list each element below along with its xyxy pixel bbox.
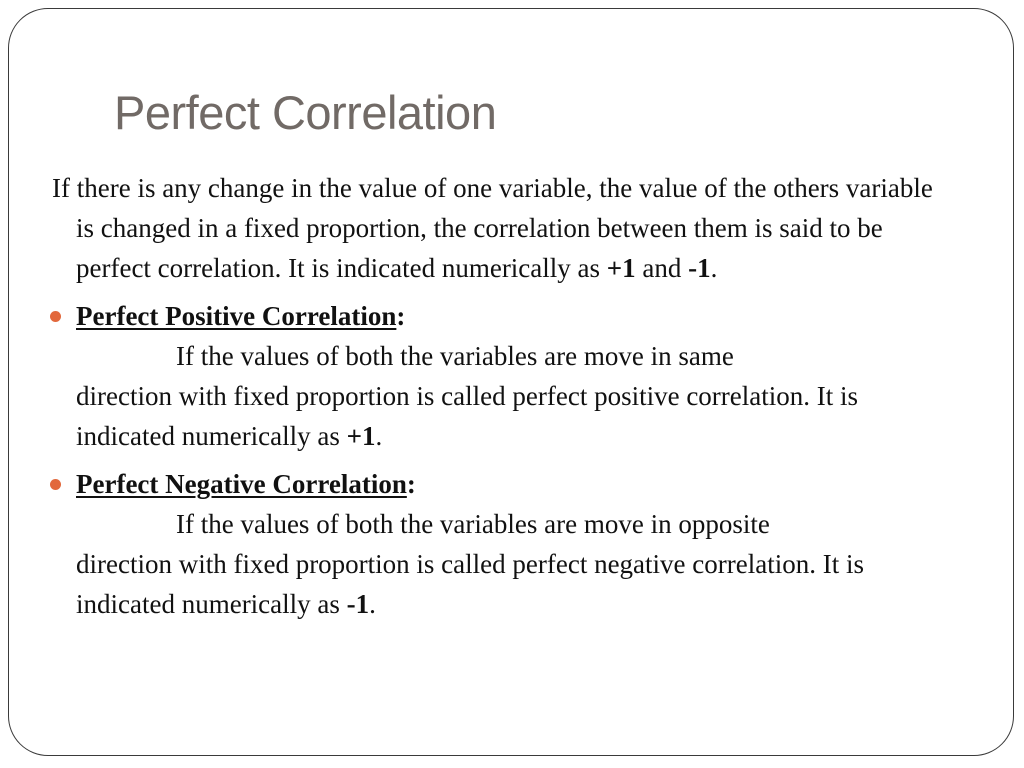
intro-joiner: and <box>635 253 689 283</box>
bullet-value: +1 <box>346 421 376 451</box>
bullet-heading-text: Perfect Negative Correlation <box>76 469 407 499</box>
bullet-end: . <box>375 421 383 451</box>
bullet-body <box>76 544 952 624</box>
bullet-negative-correlation <box>52 464 952 624</box>
slide-body <box>52 168 952 624</box>
bullet-body-text: direction with fixed proportion is called perfect negative correlation. It is indicated numerically as <box>76 549 864 619</box>
bullet-line1: If the values of both the variables are move in same <box>176 341 734 371</box>
bullet-heading-colon: : <box>406 469 416 499</box>
intro-paragraph <box>52 168 952 288</box>
bullet-body <box>76 376 952 456</box>
bullet-end: . <box>369 589 376 619</box>
bullet-line1: If the values of both the variables are move in opposite <box>176 509 770 539</box>
bullet-positive-correlation <box>52 296 952 456</box>
intro-value-negative: -1 <box>688 253 711 283</box>
bullet-dot-icon <box>50 311 61 322</box>
bullet-heading-colon: : <box>396 301 406 331</box>
intro-value-positive: +1 <box>606 253 636 283</box>
bullet-value: -1 <box>346 589 370 619</box>
bullet-body-text: direction with fixed proportion is called perfect positive correlation. It is indicated numerically as <box>76 381 859 451</box>
bullet-heading <box>76 296 952 336</box>
bullet-heading <box>76 464 952 504</box>
intro-text: If there is any change in the value of one variable, the value of the others variable is changed in a fixed proportion, the correlation between them is said to be perfect correlation. It is indicated numerically as <box>52 173 933 283</box>
bullet-heading-text: Perfect Positive Correlation <box>76 301 397 331</box>
slide-title: Perfect Correlation <box>114 86 497 139</box>
intro-end: . <box>710 253 718 283</box>
bullet-dot-icon <box>50 479 61 490</box>
